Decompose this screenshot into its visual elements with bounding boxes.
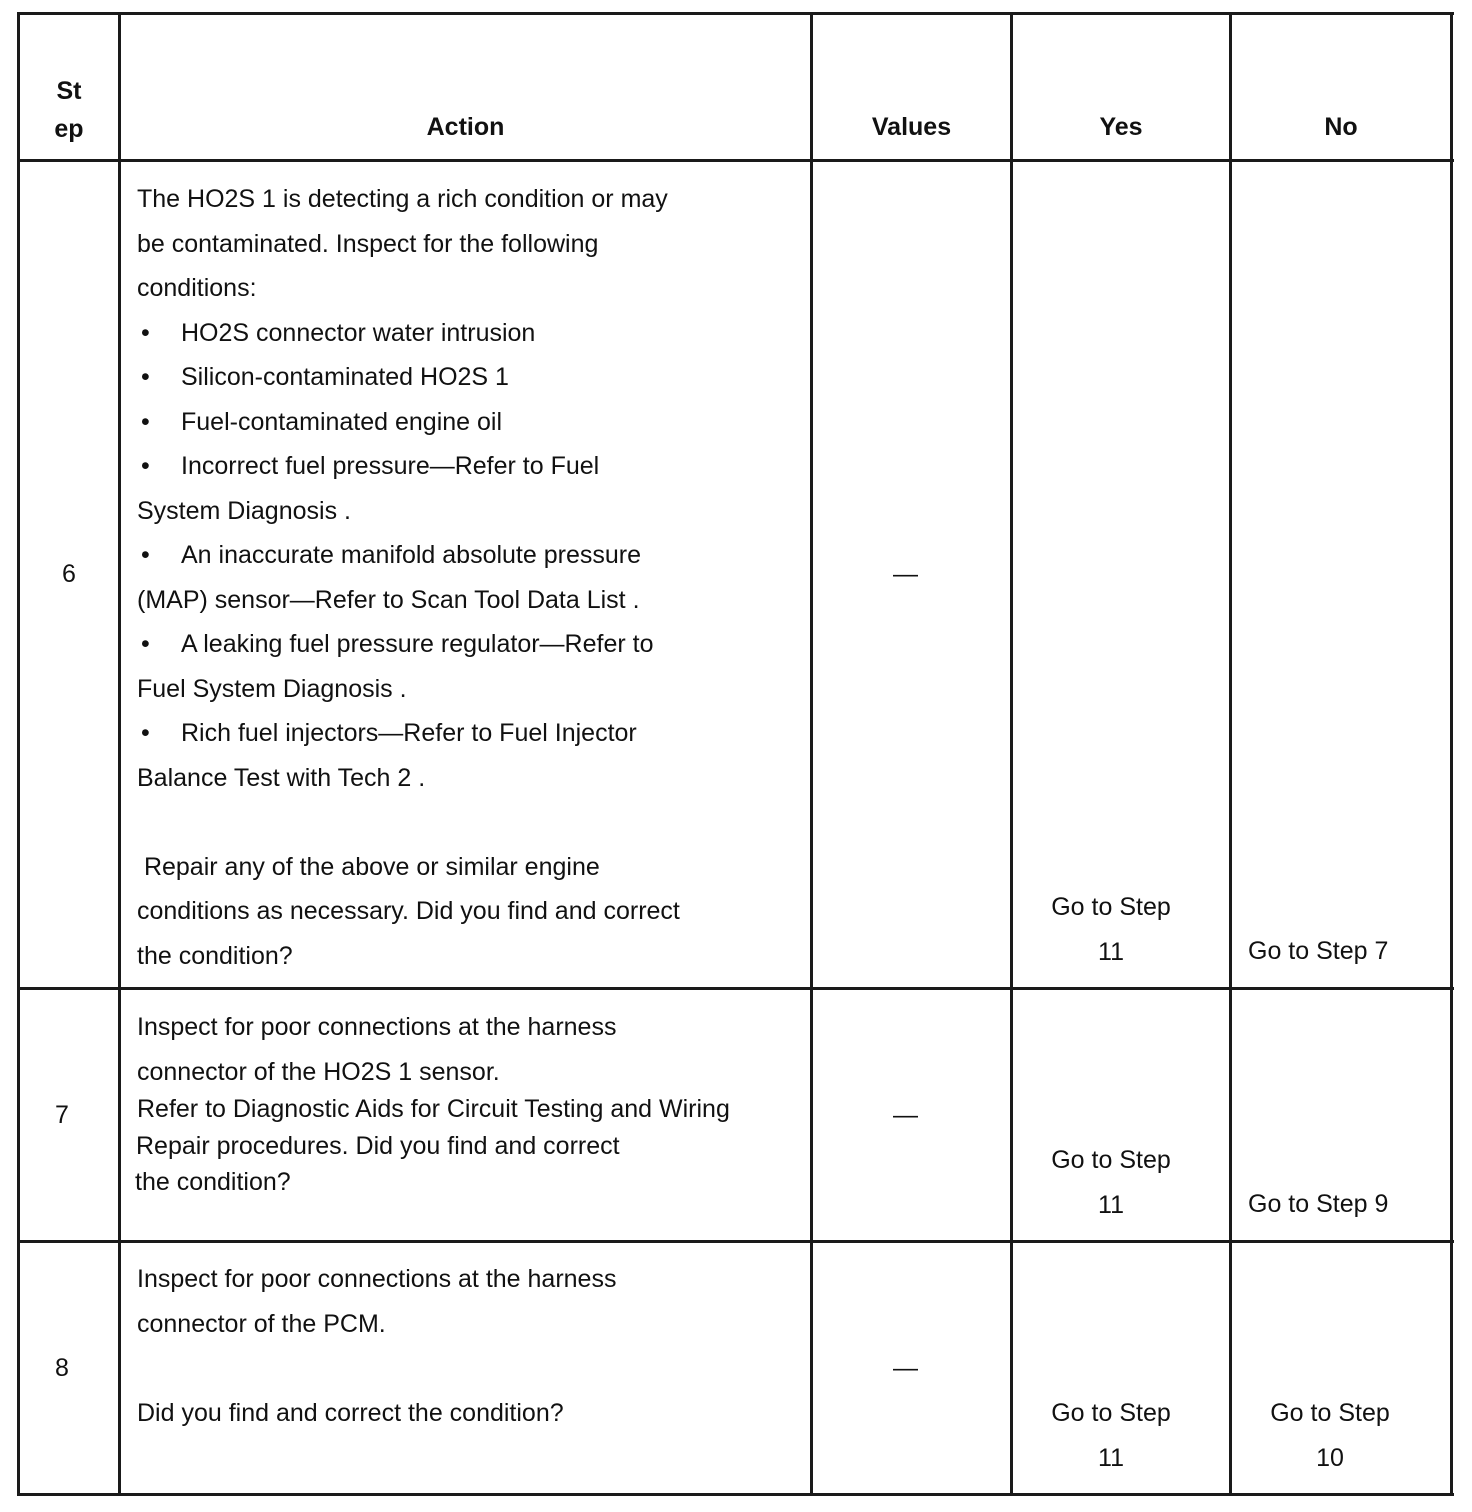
bullet-icon: • [141, 363, 150, 391]
header-values: Values [871, 113, 952, 141]
header-step-line-2: ep [54, 115, 84, 143]
action-line: conditions: [137, 274, 257, 302]
bullet-item [137, 711, 802, 756]
bullet-text: An inaccurate manifold absolute pressure [181, 541, 641, 569]
row-divider-6-7 [17, 987, 1454, 990]
action-line: connector of the HO2S 1 sensor. [137, 1057, 500, 1086]
bullet-continuation: Balance Test with Tech 2 . [137, 763, 426, 792]
action-line: Did you find and correct the condition? [137, 1398, 564, 1427]
bullet-item [137, 400, 802, 445]
bullet-item [137, 311, 802, 356]
bullet-item [137, 622, 802, 667]
values-cell: — [893, 560, 918, 588]
header-yes: Yes [1099, 113, 1143, 141]
values-cell: — [893, 1354, 918, 1382]
paragraph-gap [137, 800, 802, 845]
header-step [20, 72, 118, 148]
yes-line: Go to Step [1051, 1146, 1171, 1174]
step-number: 8 [55, 1354, 69, 1382]
row-divider-7-8 [17, 1240, 1454, 1243]
bullet-text: A leaking fuel pressure regulator—Refer to [181, 630, 654, 658]
yes-line: Go to Step [1051, 893, 1171, 921]
bullet-continuation: (MAP) sensor—Refer to Scan Tool Data List . [137, 585, 640, 614]
header-step-line-1: St [56, 77, 82, 105]
column-divider-step [118, 12, 121, 1496]
no-line: Go to Step [1270, 1399, 1390, 1427]
bullet-icon: • [141, 407, 150, 436]
action-line: the condition? [135, 1168, 291, 1196]
no-cell [1248, 929, 1448, 974]
column-divider-action [810, 12, 813, 1496]
table-border-bottom [17, 1493, 1454, 1496]
no-line: Go to Step 7 [1248, 937, 1389, 965]
step-number: 6 [62, 560, 76, 588]
yes-line: 11 [1098, 1443, 1124, 1472]
yes-line: Go to Step [1051, 1399, 1171, 1427]
values-cell: — [893, 1101, 918, 1129]
no-line: Go to Step 9 [1248, 1190, 1389, 1218]
bullet-icon: • [141, 719, 150, 747]
action-line: Inspect for poor connections at the harness [137, 1265, 617, 1293]
action-text [137, 177, 802, 978]
bullet-continuation: Fuel System Diagnosis . [137, 674, 407, 703]
bullet-item [137, 444, 802, 489]
table-border-right [1450, 12, 1453, 1496]
no-cell [1232, 1391, 1428, 1480]
bullet-icon: • [141, 630, 150, 658]
bullet-icon: • [141, 541, 150, 569]
action-line: Repair any of the above or similar engine [137, 852, 600, 881]
bullet-text: Rich fuel injectors—Refer to Fuel Injector [181, 719, 637, 747]
column-divider-yes [1229, 12, 1232, 1496]
action-line: Inspect for poor connections at the harness [137, 1013, 617, 1041]
column-divider-values [1010, 12, 1013, 1496]
action-line: be contaminated. Inspect for the following [137, 229, 599, 258]
action-line: connector of the PCM. [137, 1309, 386, 1338]
bullet-continuation: System Diagnosis . [137, 496, 351, 525]
no-cell [1248, 1182, 1448, 1227]
action-line: conditions as necessary. Did you find and correct [137, 897, 680, 925]
paragraph-gap [137, 1346, 802, 1391]
no-line: 10 [1316, 1443, 1344, 1472]
action-line: Refer to Diagnostic Aids for Circuit Testing and Wiring [137, 1095, 730, 1123]
action-line: The HO2S 1 is detecting a rich condition or may [137, 185, 668, 213]
yes-cell [1013, 1138, 1209, 1227]
yes-line: 11 [1098, 1190, 1124, 1219]
bullet-text: Fuel-contaminated engine oil [181, 407, 503, 436]
action-line: Repair procedures. Did you find and correct [136, 1132, 620, 1160]
table-border-left [17, 12, 20, 1496]
action-text [137, 1257, 802, 1435]
header-divider [17, 159, 1454, 162]
bullet-text: HO2S connector water intrusion [181, 318, 536, 347]
bullet-text: Silicon-contaminated HO2S 1 [181, 363, 509, 391]
action-text [137, 1005, 802, 1201]
action-line: the condition? [137, 941, 293, 970]
header-no: No [1324, 113, 1358, 141]
yes-line: 11 [1098, 937, 1124, 966]
bullet-item [137, 355, 802, 400]
header-action: Action [426, 113, 505, 141]
bullet-icon: • [141, 318, 150, 347]
step-number: 7 [55, 1101, 69, 1129]
bullet-text: Incorrect fuel pressure—Refer to Fuel [181, 452, 600, 480]
bullet-item [137, 533, 802, 578]
yes-cell [1013, 1391, 1209, 1480]
table-border-top [17, 12, 1454, 15]
yes-cell [1013, 885, 1209, 974]
bullet-icon: • [141, 452, 150, 480]
